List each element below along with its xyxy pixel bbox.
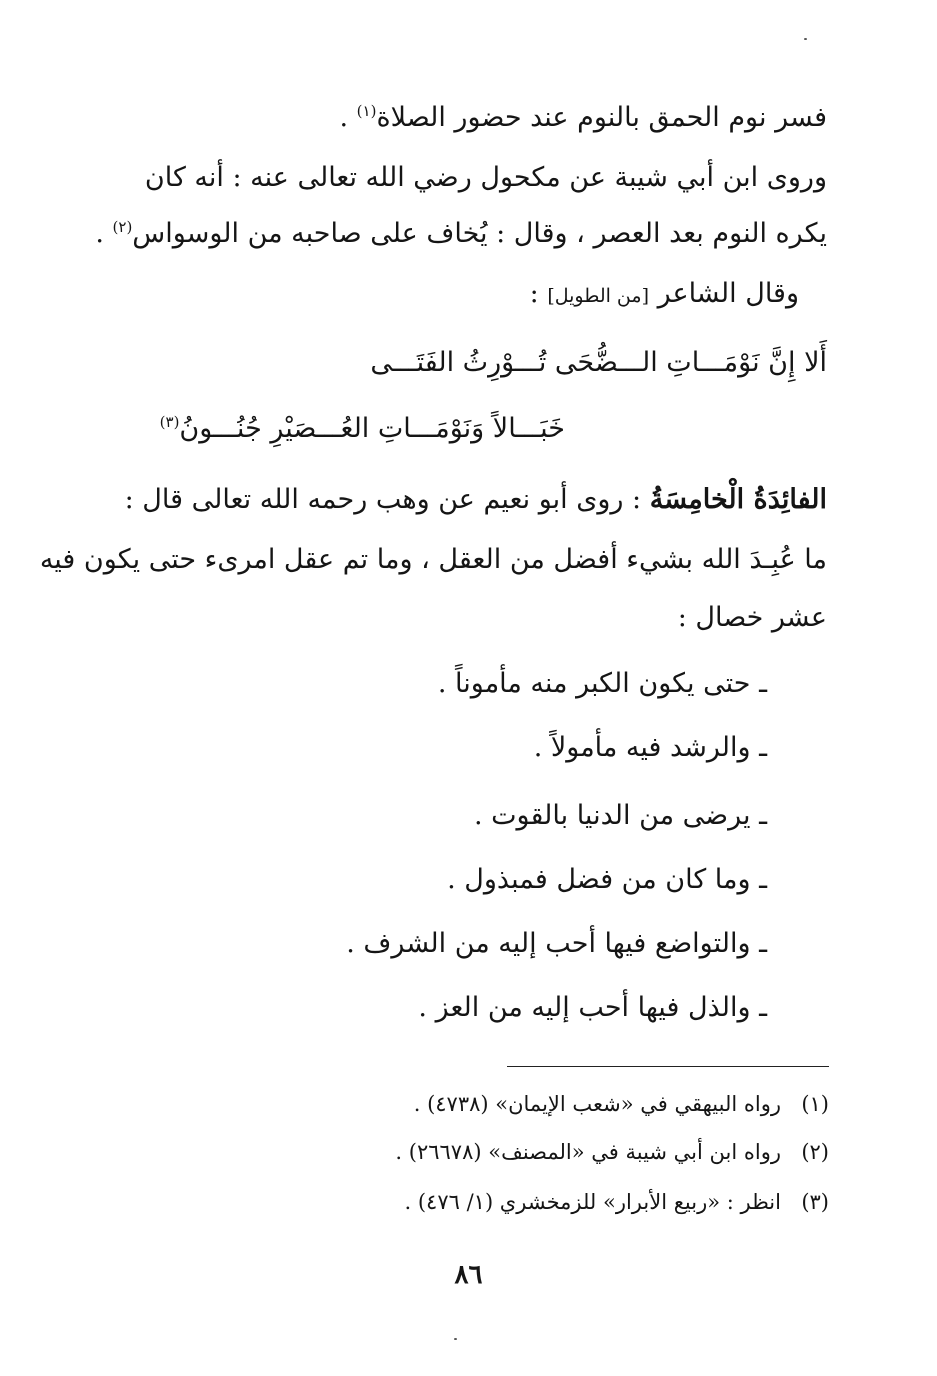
footnote-separator [507, 1066, 829, 1067]
paragraph-2-line-2 [95, 214, 827, 254]
list-item-text: ـ يرضى من الدنيا بالقوت . [473, 800, 767, 831]
paragraph-3-line-2 [39, 540, 827, 580]
list-item-text: ـ والتواضع فيها أحب إليه من الشرف . [346, 928, 767, 959]
list-item [45, 664, 767, 704]
footnote-number: (٢) [801, 1140, 829, 1164]
list-item-text: ـ والرشد فيه مأمولاً . [533, 732, 767, 763]
list-item [45, 988, 767, 1028]
paragraph-1 [105, 98, 827, 138]
footnote-number: (٣) [801, 1190, 829, 1214]
footnote-number: (١) [801, 1092, 829, 1116]
scan-speck [804, 38, 807, 40]
poet-intro [77, 274, 799, 316]
poet-intro-end: : [529, 278, 548, 309]
poem-meter: [من الطويل] [547, 285, 649, 307]
verse-hemistich-1-text: أَلا إِنَّ نَوْمَـــاتِ الـــضُّحَى تُـــوْرِثُ الفَتَـــى [370, 347, 827, 378]
footnote-1 [107, 1088, 829, 1120]
paragraph-2-end: . [95, 218, 113, 249]
paragraph-2-line-1 [105, 158, 827, 198]
list-item-text: ـ وما كان من فضل فمبذول . [447, 864, 767, 895]
footnote-text: انظر : «ربيع الأبرار» للزمخشري (١/ ٤٧٦) . [404, 1190, 781, 1214]
paragraph-3-line-3-text: عشر خصال : [677, 602, 827, 633]
page-number: ٨٦ [454, 1260, 483, 1290]
list-item [45, 728, 767, 768]
footnote-text: رواه البيهقي في «شعب الإيمان» (٤٧٣٨) . [413, 1092, 781, 1116]
paragraph-2-line-1-text: وروى ابن أبي شيبة عن مكحول رضي الله تعالى عنه : أنه كان [144, 162, 827, 193]
list-item-text: ـ حتى يكون الكبر منه مأموناً . [437, 668, 767, 699]
footnote-text: رواه ابن أبي شيبة في «المصنف» (٢٦٦٧٨) . [395, 1140, 781, 1164]
footnote-ref-3: (٣) [159, 413, 180, 431]
paragraph-1-text: فسر نوم الحمق بالنوم عند حضور الصلاة [376, 102, 827, 133]
verse-hemistich-1 [370, 343, 827, 383]
list-item [45, 924, 767, 964]
paragraph-3-line-2-text: ما عُبِـدَ الله بشيء أفضل من العقل ، وما تم عقل امرىء حتى يكون فيه [39, 544, 827, 575]
footnote-3 [107, 1186, 829, 1218]
section-heading: الفائِدَةُ الْخامِسَةُ [649, 484, 827, 515]
footnote-ref-2: (٢) [112, 218, 133, 236]
poet-intro-text: وقال الشاعر [648, 278, 799, 309]
list-item-text: ـ والذل فيها أحب إليه من العز . [418, 992, 767, 1023]
paragraph-2-line-2-text: يكره النوم بعد العصر ، وقال : يُخاف على صاحبه من الوسواس [132, 218, 827, 249]
list-item [45, 860, 767, 900]
paragraph-3-line-1 [105, 480, 827, 520]
footnote-2 [107, 1136, 829, 1168]
scan-speck [454, 1338, 457, 1340]
paragraph-3-line-3 [105, 598, 827, 638]
paragraph-3-line-1-text: : روى أبو نعيم عن وهب رحمه الله تعالى قال : [124, 484, 642, 515]
paragraph-1-end: . [339, 102, 357, 133]
verse-hemistich-2 [160, 409, 565, 449]
footnote-ref-1: (١) [356, 102, 377, 120]
list-item [45, 796, 767, 836]
verse-hemistich-2-text: خَبَـــالاً وَنَوْمَـــاتِ العُـــصَيْرِ جُنُـــونُ [179, 413, 565, 444]
